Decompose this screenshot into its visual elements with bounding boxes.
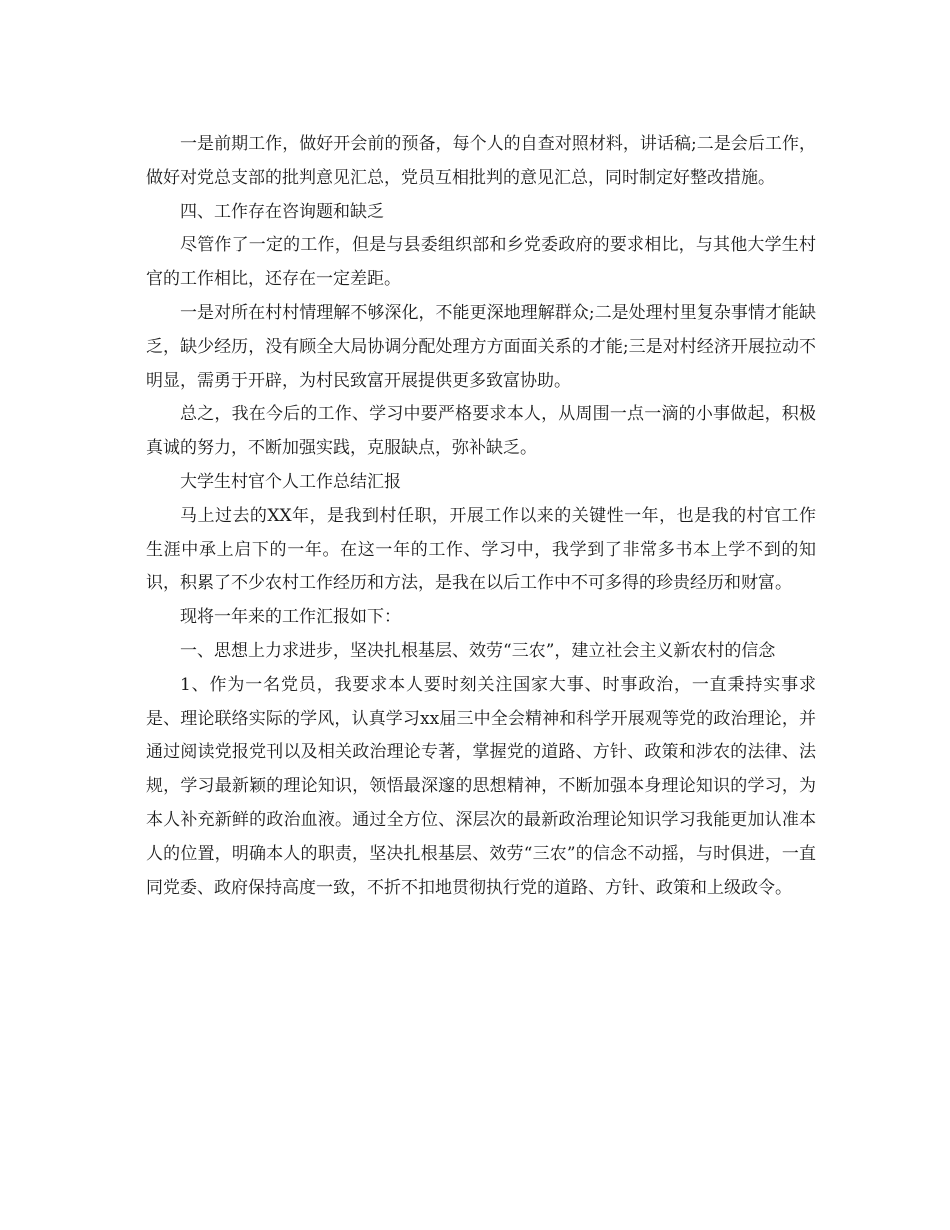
heading-problems: 四、工作存在咨询题和缺乏	[180, 201, 384, 222]
document-body	[146, 128, 816, 905]
section-title: 大学生村官个人工作总结汇报	[180, 471, 401, 492]
paragraph-gap: 尽管作了一定的工作，但是与县委组织部和乡党委政府的要求相比，与其他大学生村官的工作相比，还存在一定差距。	[146, 235, 816, 290]
paragraph-year-review: 马上过去的XX年，是我到村任职，开展工作以来的关键性一年，也是我的村官工作生涯中承上启下的一年。在这一年的工作、学习中，我学到了非常多书本上学不到的知识，积累了不少农村工作经历和方法，是我在以后工作中不可多得的珍贵经历和财富。	[146, 505, 816, 594]
paragraph-conclusion: 总之，我在今后的工作、学习中要严格要求本人，从周围一点一滴的小事做起，积极真诚的努力，不断加强实践，克服缺点，弥补缺乏。	[146, 404, 816, 459]
paragraph-shortcomings: 一是对所在村村情理解不够深化，不能更深地理解群众;二是处理村里复杂事情才能缺乏，缺少经历，没有顾全大局协调分配处理方方面面关系的才能;三是对村经济开展拉动不明显，需勇于开辟，为村民致富开展提供更多致富协助。	[146, 302, 816, 391]
paragraph-party-member: 1、作为一名党员，我要求本人要时刻关注国家大事、时事政治，一直秉持实事求是、理论联络实际的学风，认真学习xx届三中全会精神和科学开展观等党的政治理论，并通过阅读党报党刊以及相关政治理论专著，掌握党的道路、方针、政策和涉农的法律、法规，学习最新颖的理论知识，领悟最深邃的思想精神，不断加强本身理论知识的学习，为本人补充新鲜的政治血液。通过全方位、深层次的最新政治理论知识学习我能更加认准本人的位置，明确本人的职责，坚决扎根基层、效劳“三农”的信念不动摇，与时俱进，一直同党委、政府保持高度一致，不折不扣地贯彻执行党的道路、方针、政策和上级政令。	[146, 674, 816, 898]
paragraph-report-intro: 现将一年来的工作汇报如下：	[180, 607, 401, 628]
paragraph-preparation: 一是前期工作，做好开会前的预备，每个人的自查对照材料，讲话稿;二是会后工作，做好对党总支部的批判意见汇总，党员互相批判的意见汇总，同时制定好整改措施。	[146, 134, 816, 188]
heading-ideology: 一、思想上力求进步，坚决扎根基层、效劳“三农”，建立社会主义新农村的信念	[180, 640, 776, 661]
